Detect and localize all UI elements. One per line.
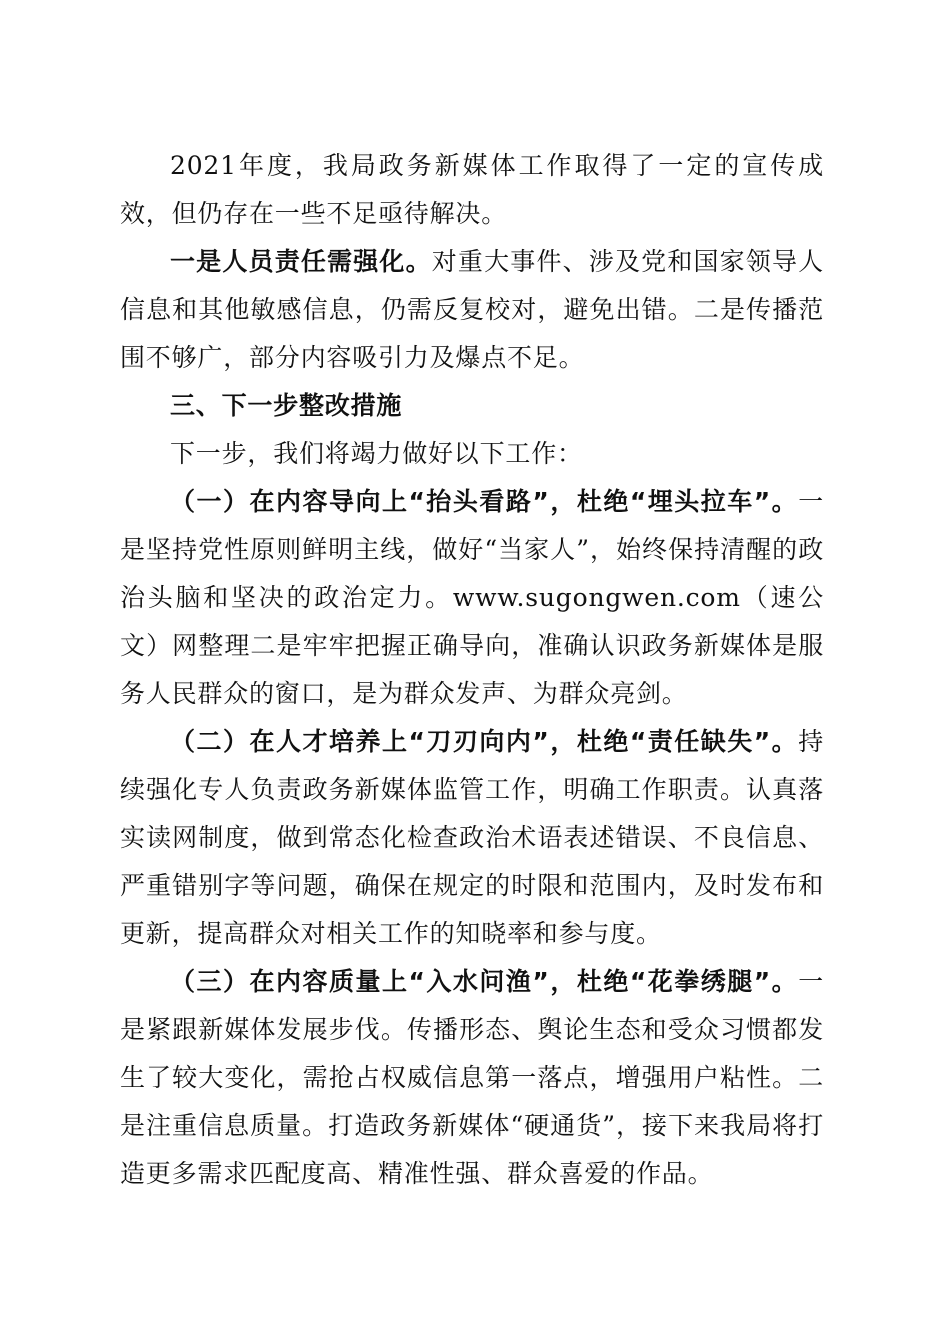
paragraph-measure-3-lead: （三）在内容质量上“入水问渔”，杜绝“花拳绣腿”。 <box>170 967 799 996</box>
paragraph-issues <box>120 238 824 382</box>
section-heading-next-steps: 三、下一步整改措施 <box>170 391 403 420</box>
paragraph-measure-1 <box>120 478 824 718</box>
paragraph-measure-2-lead: （二）在人才培养上“刀刃向内”，杜绝“责任缺失”。 <box>170 727 799 756</box>
paragraph-issues-lead: 一是人员责任需强化。 <box>170 247 432 276</box>
paragraph-intro-text: 2021年度，我局政务新媒体工作取得了一定的宣传成效，但仍存在一些不足亟待解决。 <box>120 151 824 228</box>
paragraph-intro <box>120 142 824 238</box>
document-page <box>120 142 824 1198</box>
paragraph-measure-3-body: 一是紧跟新媒体发展步伐。传播形态、舆论生态和受众习惯都发生了较大变化，需抢占权威信息第一落点，增强用户粘性。二是注重信息质量。打造政务新媒体“硬通货”，接下来我局将打造更多需求匹配度高、精准性强、群众喜爱的作品。 <box>120 967 824 1188</box>
paragraph-issues-body: 对重大事件、涉及党和国家领导人信息和其他敏感信息，仍需反复校对，避免出错。二是传播范围不够广，部分内容吸引力及爆点不足。 <box>120 247 824 372</box>
paragraph-measure-2 <box>120 718 824 958</box>
paragraph-measure-1-body: 一是坚持党性原则鲜明主线，做好“当家人”，始终保持清醒的政治头脑和坚决的政治定力。www.sugongwen.com（速公文）网整理二是牢牢把握正确导向，准确认识政务新媒体是服务人民群众的窗口，是为群众发声、为群众亮剑。 <box>120 487 824 708</box>
paragraph-next-steps-intro <box>120 430 824 478</box>
paragraph-measure-3 <box>120 958 824 1198</box>
paragraph-next-steps-intro-text: 下一步，我们将竭力做好以下工作： <box>170 439 583 468</box>
paragraph-measure-1-lead: （一）在内容导向上“抬头看路”，杜绝“埋头拉车”。 <box>170 487 799 516</box>
paragraph-measure-2-body: 持续强化专人负责政务新媒体监管工作，明确工作职责。认真落实读网制度，做到常态化检查政治术语表述错误、不良信息、严重错别字等问题，确保在规定的时限和范围内，及时发布和更新，提高群众对相关工作的知晓率和参与度。 <box>120 727 824 948</box>
